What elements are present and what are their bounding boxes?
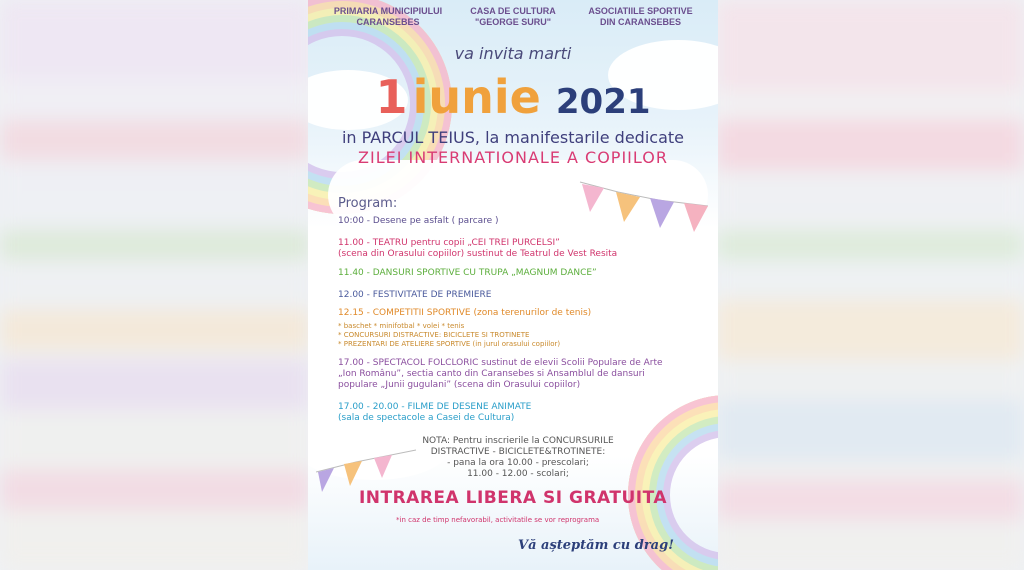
closing-text: Vă așteptăm cu drag! — [518, 538, 674, 553]
organizer-line: ASOCIATIILE SPORTIVE — [588, 6, 693, 16]
program-item: 12.00 - FESTIVITATE DE PREMIERE — [338, 290, 492, 300]
organizer-line: CASA DE CULTURA — [470, 6, 556, 16]
event-title: ZILEI INTERNATIONALE A COPIILOR — [358, 148, 668, 167]
program-item: 17.00 - SPECTACOL FOLCLORIC sustinut de elevii Scolii Populare de Arte — [338, 358, 663, 368]
blurred-background-left — [0, 0, 310, 570]
sports-detail: * baschet * minifotbal * volei * tenis — [338, 322, 465, 330]
blurred-background-right — [716, 0, 1024, 570]
nota-line: - pana la ora 10.00 - prescolari; — [447, 458, 589, 468]
organizer-casa-cultura — [453, 6, 573, 28]
weather-note: *in caz de timp nefavorabil, activitatile se vor reprograma — [396, 516, 600, 524]
program-label: Program: — [338, 196, 398, 211]
nota-line: NOTA: Pentru inscrierile la CONCURSURILE — [422, 436, 614, 446]
date-year: 2021 — [555, 82, 651, 122]
date-day: 1 — [375, 70, 408, 124]
organizer-primaria — [328, 6, 448, 28]
poster — [308, 0, 718, 570]
free-entry-text: INTRAREA LIBERA SI GRATUITA — [358, 488, 668, 508]
organizer-line: PRIMARIA MUNICIPIULUI — [333, 6, 443, 16]
invite-text: va invita marti — [454, 44, 572, 63]
program-item: 11.00 - TEATRU pentru copii „CEI TREI PURCELSI” — [338, 238, 560, 248]
organizer-line: CARANSEBES — [356, 17, 420, 27]
nota-line: DISTRACTIVE - BICICLETE&TROTINETE: — [430, 447, 606, 457]
program-item: (scena din Orasului copiilor) sustinut de Teatrul de Vest Resita — [338, 249, 618, 259]
nota-line: 11.00 - 12.00 - scolari; — [467, 469, 569, 479]
program-item: 10:00 - Desene pe asfalt ( parcare ) — [338, 216, 499, 226]
program-item: populare „Junii gugulani” (scena din Orasului copiilor) — [338, 380, 581, 390]
organizer-line: DIN CARANSEBES — [599, 17, 681, 27]
date-month: iunie — [412, 70, 541, 124]
organizer-asociatii — [578, 6, 703, 28]
sports-detail: * CONCURSURI DISTRACTIVE: BICICLETE SI TROTINETE — [338, 331, 530, 339]
program-item: (sala de spectacole a Casei de Cultura) — [338, 413, 515, 423]
program-item: 11.40 - DANSURI SPORTIVE CU TRUPA „MAGNUM DANCE” — [338, 268, 597, 278]
program-item: 17.00 - 20.00 - FILME DE DESENE ANIMATE — [338, 402, 532, 412]
organizer-line: "GEORGE SURU" — [474, 17, 552, 27]
program-item: 12.15 - COMPETITII SPORTIVE (zona terenurilor de tenis) — [338, 308, 592, 318]
program-item: „Ion Românu”, sectia canto din Caransebes si Ansamblul de dansuri — [338, 369, 645, 379]
sports-detail: * PREZENTARI DE ATELIERE SPORTIVE (in jurul orasului copiilor) — [338, 340, 561, 348]
event-date — [308, 70, 718, 124]
location-text: in PARCUL TEIUS, la manifestarile dedicate — [341, 128, 684, 147]
